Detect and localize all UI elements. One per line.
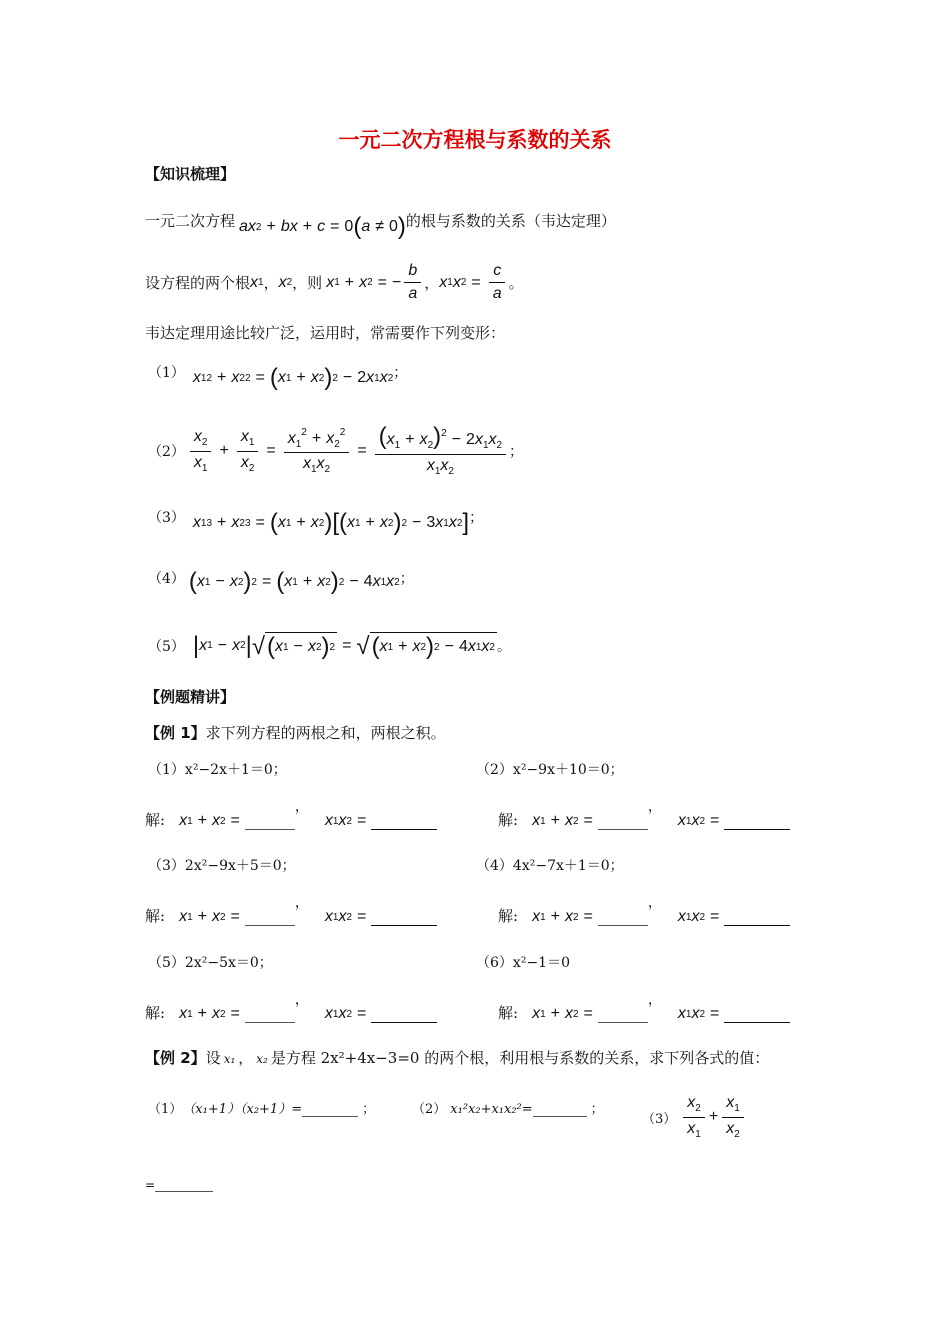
transform-5-number: （5） xyxy=(148,638,185,655)
general-equation: ax 2 + bx + c = 0 ( a ≠ 0 ) xyxy=(239,213,406,240)
transform-4 xyxy=(148,568,414,594)
sum-answer-blank[interactable] xyxy=(598,819,648,830)
sum-label: x 1 + x 2 = xyxy=(179,812,240,829)
example-1-item-2 xyxy=(476,759,624,779)
example-2-question-1 xyxy=(148,1098,375,1117)
example-1-item-1-number: （1） xyxy=(148,762,185,778)
example-1-item-1 xyxy=(148,759,287,779)
example-2-comma: ， xyxy=(238,1049,254,1067)
roots-then: 则 xyxy=(307,274,323,293)
transform-1 xyxy=(148,362,407,390)
transform-5-end: 。 xyxy=(496,638,511,655)
q3-answer-blank[interactable] xyxy=(155,1181,213,1192)
sum-answer-blank[interactable] xyxy=(245,1012,295,1023)
comma: ， xyxy=(647,799,662,815)
example-1-header xyxy=(145,722,446,743)
comma: ， xyxy=(294,799,309,815)
example-1-item-4 xyxy=(476,855,624,875)
transform-3-formula: x 1 3 + x 2 3 = ( x 1 + x 2 )[( x 1 + x 2 ) 2 − 3 x 1 x 2 ] xyxy=(192,509,470,536)
transform-3-end: ； xyxy=(469,510,484,526)
example-1-item-3-equation: 2x²−9x＋5＝0； xyxy=(184,858,296,874)
q2-number: （2） xyxy=(412,1102,447,1117)
q1-number: （1） xyxy=(148,1102,183,1117)
example-1-label: 【例 1】 xyxy=(145,724,206,742)
product-answer-blank[interactable] xyxy=(371,911,437,926)
sum-answer-blank[interactable] xyxy=(245,915,295,926)
example-1-answer-4 xyxy=(498,892,790,926)
product-answer-blank[interactable] xyxy=(724,815,790,830)
example-2-header xyxy=(145,1047,769,1068)
sum-answer-blank[interactable] xyxy=(598,915,648,926)
roots-period: 。 xyxy=(508,274,524,293)
sum-label: x 1 + x 2 = xyxy=(179,908,240,925)
comma: ， xyxy=(647,992,662,1008)
intro-suffix: 的根与系数的关系（韦达定理） xyxy=(405,211,616,230)
solution-label: 解: xyxy=(145,907,166,925)
q1-expression: （x₁+1）（x₂+1）= xyxy=(182,1102,303,1117)
intro-prefix: 一元二次方程 xyxy=(145,211,236,230)
sum-label: x 1 + x 2 = xyxy=(532,1005,593,1022)
transform-1-formula: x 1 2 + x 2 2 = ( x 1 + x 2 ) 2 − 2 x 1 x 2 xyxy=(192,364,394,391)
example-1-item-2-equation: x²−9x＋10＝0； xyxy=(512,762,624,778)
solution-label: 解: xyxy=(145,1004,166,1022)
example-2-x2: x₂ xyxy=(256,1052,268,1066)
example-2-x1: x₁ xyxy=(223,1052,236,1066)
roots-line: 设方程的两个根 x 1 ， x 2 ， 则 x 1 + x 2 = − $\frac{b}{a}$ ， x 1 x 2 = $\frac{c}{a}$ 。 xyxy=(145,262,524,303)
transform-4-end: ； xyxy=(399,571,414,587)
vieta-sum-formula: x 1 + x 2 = − $\frac{b}{a}$ xyxy=(326,262,424,304)
comma: ， xyxy=(294,992,309,1008)
transform-intro: 韦达定理用途比较广泛，运用时，常需要作下列变形： xyxy=(145,324,506,342)
comma: ， xyxy=(647,895,662,911)
example-1-text: 求下列方程的两根之和，两根之积。 xyxy=(205,724,446,742)
product-label: x 1 x 2 = xyxy=(324,908,367,925)
example-2-text-b: 是方程 2x²+4x−3=0 的两个根，利用根与系数的关系，求下列各式的值： xyxy=(270,1049,770,1067)
product-answer-blank[interactable] xyxy=(371,1008,437,1023)
transform-5 xyxy=(148,632,511,659)
product-label: x 1 x 2 = xyxy=(324,812,367,829)
transform-2-number: （2） xyxy=(148,444,185,460)
solution-label: 解: xyxy=(498,907,519,925)
example-1-answer-2 xyxy=(498,796,790,830)
product-label: x 1 x 2 = xyxy=(677,908,720,925)
q3-number: （3） xyxy=(642,1111,677,1127)
sum-label: x 1 + x 2 = xyxy=(179,1005,240,1022)
example-1-item-4-number: （4） xyxy=(476,858,513,874)
example-1-answer-6 xyxy=(498,989,790,1023)
example-1-item-6 xyxy=(476,952,570,972)
transform-3-number: （3） xyxy=(148,510,185,526)
example-2-question-2 xyxy=(412,1098,604,1117)
product-answer-blank[interactable] xyxy=(724,911,790,926)
product-label: x 1 x 2 = xyxy=(677,1005,720,1022)
example-1-item-1-equation: x²−2x＋1＝0； xyxy=(184,762,287,778)
q2-answer-blank[interactable] xyxy=(533,1106,587,1117)
transform-2-formula: $\frac{x_2}{x_1}$ + $\frac{x_1}{x_2}$ = $\frac{x_1^2 + x_2^2}{x_1x_2}$ = $\frac{(x_1 + x_2)^2 - 2x_1x_2}{x_1x_2}$ xyxy=(187,425,509,477)
roots-prefix: 设方程的两个根 xyxy=(145,274,251,293)
example-2-text-a: 设 xyxy=(205,1049,221,1067)
root-x2: x 2 xyxy=(278,273,293,291)
example-1-item-4-equation: 4x²−7x＋1＝0； xyxy=(512,858,624,874)
comma: ， xyxy=(294,895,309,911)
transform-5-formula: | x 1 − x 2 | √ ( x 1 − x 2 ) 2 = √ ( x 1 + x 2 ) 2 − 4 x 1 x 2 xyxy=(192,631,495,660)
example-1-item-6-equation: x²−1＝0 xyxy=(512,955,570,971)
product-label: x 1 x 2 = xyxy=(677,812,720,829)
section-knowledge-heading: 【知识梳理】 xyxy=(145,165,236,183)
transform-4-formula: ( x 1 − x 2 ) 2 = ( x 1 + x 2 ) 2 − 4 x 1 x 2 xyxy=(188,568,400,595)
sum-answer-blank[interactable] xyxy=(598,1012,648,1023)
transform-4-number: （4） xyxy=(148,571,185,587)
q1-end: ； xyxy=(362,1102,376,1117)
example-1-item-3-number: （3） xyxy=(148,858,185,874)
solution-label: 解: xyxy=(498,811,519,829)
example-1-item-2-number: （2） xyxy=(476,762,513,778)
example-2-question-3 xyxy=(642,1094,747,1140)
transform-1-end: ； xyxy=(393,365,408,381)
section-examples-heading: 【例题精讲】 xyxy=(145,688,236,706)
transform-1-number: （1） xyxy=(148,365,185,381)
q3-expression: $\frac{x_2}{x_1}$ + $\frac{x_1}{x_2}$ xyxy=(680,1094,746,1140)
page-title: 一元二次方程根与系数的关系 xyxy=(338,128,612,152)
product-answer-blank[interactable] xyxy=(724,1008,790,1023)
example-1-item-3 xyxy=(148,855,296,875)
example-1-item-5-number: （5） xyxy=(148,955,185,971)
example-1-answer-3 xyxy=(145,892,437,926)
transform-2 xyxy=(148,425,523,477)
q2-end: ； xyxy=(590,1102,604,1117)
q3-equals: = xyxy=(145,1178,156,1192)
product-answer-blank[interactable] xyxy=(371,815,437,830)
q2-expression: x₁²x₂+x₁x₂²= xyxy=(450,1102,533,1117)
sum-label: x 1 + x 2 = xyxy=(532,812,593,829)
intro-line xyxy=(145,201,616,239)
root-x1: x 1 xyxy=(250,273,264,291)
solution-label: 解: xyxy=(498,1004,519,1022)
sum-answer-blank[interactable] xyxy=(245,819,295,830)
example-1-item-6-number: （6） xyxy=(476,955,513,971)
transform-2-end: ； xyxy=(509,444,524,460)
example-1-item-5-equation: 2x²−5x＝0； xyxy=(184,955,273,971)
solution-label: 解: xyxy=(145,811,166,829)
transform-3 xyxy=(148,507,483,535)
example-2-label: 【例 2】 xyxy=(145,1049,206,1067)
example-1-answer-1 xyxy=(145,796,437,830)
sum-label: x 1 + x 2 = xyxy=(532,908,593,925)
example-2-question-3-answer xyxy=(145,1178,213,1192)
example-1-item-5 xyxy=(148,952,273,972)
product-label: x 1 x 2 = xyxy=(324,1005,367,1022)
vieta-product-formula: x 1 x 2 = $\frac{c}{a}$ xyxy=(439,262,508,304)
q1-answer-blank[interactable] xyxy=(302,1106,358,1117)
example-1-answer-5 xyxy=(145,989,437,1023)
